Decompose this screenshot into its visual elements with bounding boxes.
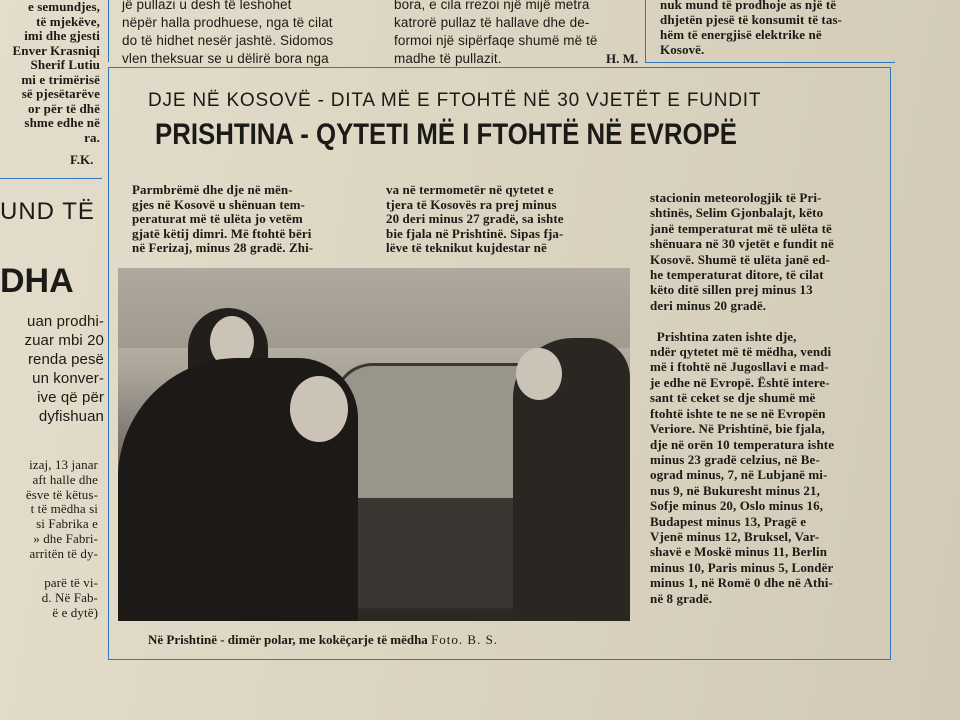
left-heading-line2: DHA [0,262,74,300]
article-photo [118,268,630,621]
left-column-signature: F.K. [70,152,94,167]
column-rule [645,62,895,63]
article-column-1: Parmbrëmë dhe dje në mën- gjes në Kosovë u shënuan tem- peraturat më të ulëta jo vetëm gjatë këtij dimri. Më ftohtë bëri në Ferizaj, minus 28 gradë. Zhi- [132,182,314,255]
photo-face [516,348,562,400]
left-divider [0,178,102,179]
top-column-3-signature: H. M. [606,51,639,66]
photo-caption-text: Në Prishtinë - dimër polar, me kokëçarje të mëdha [148,632,428,647]
article-column-2: va në termometër në qytetet e tjera të Kosovës ra prej minus 20 deri minus 27 gradë, sa ishte bie fjala në Prishtinë. Sipas fja- lëve të teknikut kujdestar në [386,182,564,255]
left-heading-line1: UND TË [0,198,95,225]
article-kicker: DJE NË KOSOVË - DITA MË E FTOHTË NË 30 VJETËT E FUNDIT [148,90,762,111]
left-body-text: izaj, 13 janar aft halle dhe ësve të këtus- t të mëdha si si Fabrika e » dhe Fabri- arritën të dy- parë të vi- d. Në Fab- ë e dytë) [25,457,98,620]
photo-face [290,376,348,442]
column-rule [108,0,109,62]
left-sans-text: uan prodhi- zuar mbi 20 renda pesë un konver- ive që për dyfishuan [24,313,104,425]
top-column-2: jë pullazi u desh të leshohet nëpër halla prodhuese, nga të cilat do të hidhet nesër jashtë. Sidomos vlen theksuar se u dëlirë bora nga [122,0,334,66]
article-headline: PRISHTINA - QYTETI MË I FTOHTË NË EVROPË [155,118,737,151]
top-column-4: nuk mund të prodhoje as një të dhjetën pjesë të konsumit të tas- hëm të energjisë elektrike në Kosovë. [660,0,843,57]
photo-caption [148,632,638,648]
photo-credit: Foto. B. S. [431,632,499,647]
left-column-text: e semundjes, të mjekëve, imi dhe gjesti Enver Krasniqi Sherif Lutiu mi e trimërisë së pjesëtarëve or për të dhë shme edhe në ra. [12,0,100,145]
top-column-3: bora, e cila rrezoi një mijë metra katrorë pullaz të hallave dhe de- formoi një sipërfaqe shumë më të madhe të pullazit. [394,0,598,66]
article-column-3: stacionin meteorologjik të Pri- shtinës, Selim Gjonbalajt, këto janë temperaturat më të ulëta të shënuara në 30 vjetët e fundit në Kosovë. Shumë të ulëta janë ed- he temperaturat ditore, të cilat këto ditë sillen prej minus 13 deri minus 20 gradë. Prishtina zaten ishte dje, ndër qytetet më të mëdha, vendi më i ftohtë në Jugosllavi e mad- je edhe në Evropë. Është intere- sant të ceket se dje shumë më ftohtë ishte te ne se në Evropën Veriore. Në Prishtinë, bie fjala, dje në orën 10 temperatura ishte minus 23 gradë celzius, në Be- ograd minus, 7, në Lubjanë mi- nus 9, në Bukuresht minus 21, Sofje minus 20, Oslo minus 16, Budapest minus 13, Pragë e Vjenë minus 12, Bruksel, Var- shavë e Moskë minus 11, Berlin minus 10, Paris minus 5, Londër minus 1, në Romë 0 dhe në Athi- në 8 gradë. [650,190,835,606]
column-rule [645,0,646,62]
